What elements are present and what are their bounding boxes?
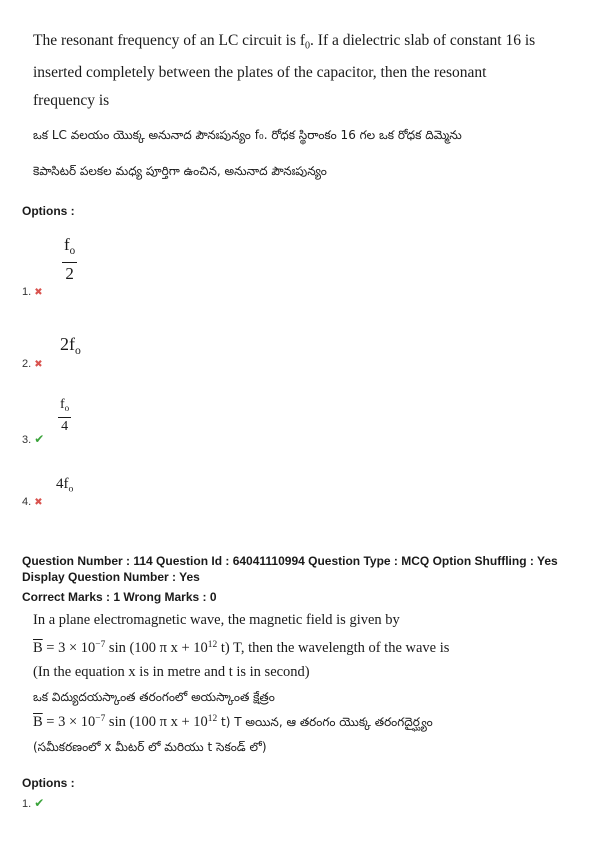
question-114-equation: $\overline{B} = 3 \times 10^{-7}$ sin (100 π $x + 10^{12}$ t) T, then the wavelength of the wave is — [33, 640, 450, 657]
question-114-telugu-line-1: ఒక విద్యుదయస్కాంత తరంగంలో అయస్కాంత క్షేత్రం — [33, 690, 275, 704]
option-3-number: 3. ✔ — [22, 432, 45, 446]
wrong-mark-icon: ✖ — [34, 287, 43, 298]
option-1-value: $\frac{f_o}{2}$ — [64, 235, 76, 283]
question-114-telugu-line-3: (సమీకరణంలో x మీటర్ లో మరియు t సెకండ్ లో) — [33, 740, 267, 754]
question-text-line-3: frequency is — [33, 92, 110, 109]
option-1-number: 1. ✖ — [22, 286, 43, 298]
wrong-mark-icon: ✖ — [34, 497, 43, 508]
wrong-mark-icon: ✖ — [34, 359, 43, 370]
options-label-2: Options : — [22, 776, 75, 790]
question-text-line-2: inserted completely between the plates of the capacitor, then the resonant — [33, 64, 487, 81]
question-telugu-line-1: ఒక LC వలయం యొక్క అనునాద పౌనఃపున్యం f₀. రోధక స్థిరాంకం 16 గల ఒక రోధక దిమ్మెను — [33, 128, 462, 142]
option-3-value: $\frac{f_o}{4}$ — [60, 397, 70, 435]
option-4-number: 4. ✖ — [22, 496, 43, 508]
option-4-value: $4f_o$ — [56, 476, 74, 495]
correct-check-icon: ✔ — [34, 432, 45, 446]
question-meta-line-1: Question Number : 114 Question Id : 64041110994 Question Type : MCQ Option Shuffling : Yes — [22, 554, 558, 568]
question-meta-line-2: Display Question Number : Yes — [22, 570, 200, 584]
options-label: Options : — [22, 204, 75, 218]
correct-check-icon: ✔ — [34, 796, 45, 810]
option-2-number: 2. ✖ — [22, 358, 43, 370]
question-114-line-3: (In the equation x is in metre and t is in second) — [33, 664, 310, 680]
question-114-telugu-equation: $\overline{B} = 3 \times 10^{-7}$ sin (100 π $x + 10^{12}$ t) T అయిన, ఆ తరంగం యొక్క తరంగదైర్ఘ్యం — [33, 714, 433, 731]
option-2-1-number: 1. ✔ — [22, 796, 45, 810]
option-2-value: $2f_o$ — [60, 334, 81, 358]
question-meta-line-3: Correct Marks : 1 Wrong Marks : 0 — [22, 590, 217, 604]
question-text-line-1: The resonant frequency of an LC circuit is $f_0$. If a dielectric slab of constant 16 is — [33, 32, 536, 52]
question-114-line-1: In a plane electromagnetic wave, the magnetic field is given by — [33, 612, 400, 628]
question-telugu-line-2: కెపాసిటర్ పలకల మధ్య పూర్తిగా ఉంచిన, అనునాద పౌనఃపున్యం — [33, 164, 327, 178]
